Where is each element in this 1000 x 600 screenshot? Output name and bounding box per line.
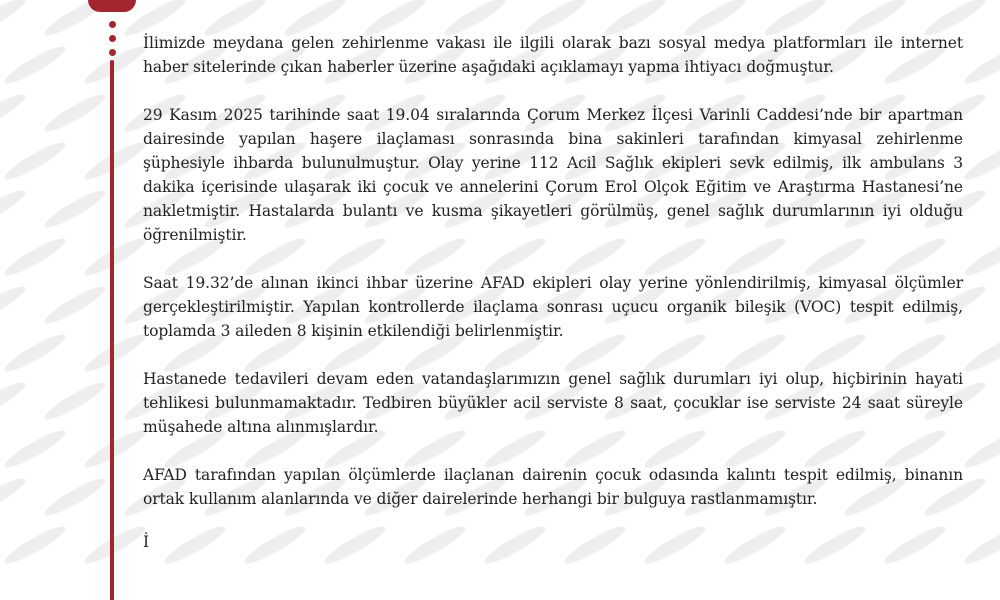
pattern-dash xyxy=(0,0,29,41)
statement-body xyxy=(143,0,963,549)
pattern-dash xyxy=(41,473,109,520)
pattern-dash xyxy=(961,521,1000,568)
pattern-dash xyxy=(961,233,1000,280)
pattern-dash xyxy=(961,41,1000,88)
pattern-dash xyxy=(0,377,29,424)
paragraph-hospital: Hastanede tedavileri devam eden vatandaşlarımızın genel sağlık durumları iyi olup, hiçbirinin hayati tehlikesi bulunmamaktadır. Tedbiren büyükler acil serviste 8 saat, çocuklar ise serviste 24 saat süreyle müşahede altına alınmışlardır. xyxy=(143,370,963,436)
pattern-dash xyxy=(81,329,149,376)
header-red-tab xyxy=(88,0,136,12)
pattern-dash xyxy=(1,521,69,568)
pattern-dash xyxy=(41,377,109,424)
pattern-dash xyxy=(81,425,149,472)
pattern-dash xyxy=(961,329,1000,376)
divider-dot xyxy=(109,49,116,56)
pattern-dash xyxy=(1,425,69,472)
pattern-dash xyxy=(41,89,109,136)
paragraph-measurements: AFAD tarafından yapılan ölçümlerde ilaçlanan dairenin çocuk odasında kalıntı tespit edilmiş, binanın ortak kullanım alanlarında ve diğer dairelerinde herhangi bir bulguya rastlanmamıştır. xyxy=(143,466,963,508)
pattern-dash xyxy=(961,137,1000,184)
pattern-dash xyxy=(41,281,109,328)
pattern-dash xyxy=(1,233,69,280)
pattern-dash xyxy=(1,41,69,88)
pattern-dash xyxy=(0,185,29,232)
divider-dot xyxy=(109,21,116,28)
paragraph-incident: 29 Kasım 2025 tarihinde saat 19.04 sıralarında Çorum Merkez İlçesi Varinli Caddesi’nde bir apartman dairesinde yapılan haşere ilaçlaması sonrasında bina sakinleri tarafından kimyasal zehirlenme şüphesiyle ihbarda bulunulmuştur. Olay yerine 112 Acil Sağlık ekipleri sevk edilmiş, ilk ambulans 3 dakika içerisinde ulaşarak iki çocuk ve annelerini Çorum Erol Olçok Eğitim ve Araştırma Hastanesi’ne nakletmiştir. Hastalarda bulantı ve kusma şikayetleri görülmüş, genel sağlık durumlarının iyi olduğu öğrenilmiştir. xyxy=(143,106,963,244)
paragraph-afad: Saat 19.32’de alınan ikinci ihbar üzerine AFAD ekipleri olay yerine yönlendirilmiş, kimyasal ölçümler gerçekleştirilmiştir. Yapılan kontrollerde ilaçlama sonrası uçucu organik bileşik (VOC) tespit edilmiş, toplamda 3 aileden 8 kişinin etkilendiği belirlenmiştir. xyxy=(143,274,963,340)
left-accent-line xyxy=(110,60,114,600)
pattern-dash xyxy=(0,473,29,520)
pattern-dash xyxy=(81,41,149,88)
pattern-dash xyxy=(81,521,149,568)
pattern-dash xyxy=(1,137,69,184)
pattern-dash xyxy=(41,185,109,232)
divider-dot xyxy=(109,35,116,42)
pattern-dash xyxy=(0,281,29,328)
pattern-dash xyxy=(0,89,29,136)
paragraph-intro: İlimizde meydana gelen zehirlenme vakası ile ilgili olarak bazı sosyal medya platformları ile internet haber sitelerinde çıkan haberler üzerine aşağıdaki açıklamayı yapma ihtiyacı doğmuştur. xyxy=(143,34,963,76)
pattern-dash xyxy=(81,137,149,184)
pattern-dash xyxy=(961,425,1000,472)
pattern-dash xyxy=(81,233,149,280)
pattern-dash xyxy=(1,329,69,376)
paragraph-cut-off: İ xyxy=(143,533,150,551)
